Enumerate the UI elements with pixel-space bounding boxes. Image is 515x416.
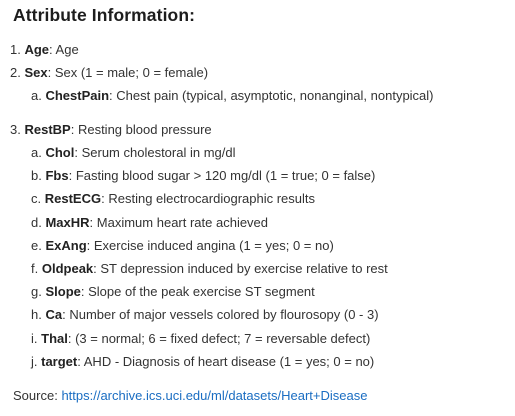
list-marker: j.	[31, 354, 38, 369]
list-item-thal: i. Thal: (3 = normal; 6 = fixed defect; 7 = reversable defect)	[31, 331, 371, 346]
list-item-slope: g. Slope: Slope of the peak exercise ST segment	[31, 284, 315, 299]
list-item-chestpain: a. ChestPain: Chest pain (typical, asymptotic, nonanginal, nontypical)	[31, 88, 434, 103]
attribute-description: AHD - Diagnosis of heart disease (1 = yes; 0 = no)	[83, 354, 375, 369]
list-marker: 3.	[10, 122, 21, 137]
attribute-description: Serum cholestoral in mg/dl	[81, 145, 236, 160]
attribute-key: Age	[24, 42, 50, 57]
attribute-description: Age	[55, 42, 79, 57]
attribute-description: Maximum heart rate achieved	[96, 215, 269, 230]
attribute-key: Ca	[45, 307, 63, 322]
list-item-oldpeak: f. Oldpeak: ST depression induced by exercise relative to rest	[31, 261, 388, 276]
list-marker: g.	[31, 284, 42, 299]
list-item-chol: a. Chol: Serum cholestoral in mg/dl	[31, 145, 236, 160]
list-marker: h.	[31, 307, 42, 322]
list-item-age: 1. Age: Age	[10, 42, 79, 57]
attribute-key: Thal	[41, 331, 68, 346]
list-marker: 2.	[10, 65, 21, 80]
attribute-description: ST depression induced by exercise relative to rest	[100, 261, 388, 276]
source-label: Source:	[13, 388, 58, 403]
list-item-ca: h. Ca: Number of major vessels colored by flourosopy (0 - 3)	[31, 307, 379, 322]
attribute-key: Sex	[24, 65, 48, 80]
attribute-key: Oldpeak	[41, 261, 94, 276]
attribute-description: Sex (1 = male; 0 = female)	[54, 65, 209, 80]
list-item-maxhr: d. MaxHR: Maximum heart rate achieved	[31, 215, 269, 230]
list-marker: b.	[31, 168, 42, 183]
attribute-key: target	[41, 354, 78, 369]
list-item-exang: e. ExAng: Exercise induced angina (1 = yes; 0 = no)	[31, 238, 334, 253]
attribute-description: Exercise induced angina (1 = yes; 0 = no)	[93, 238, 334, 253]
attribute-key: RestBP	[24, 122, 71, 137]
list-marker: 1.	[10, 42, 21, 57]
attribute-key: MaxHR	[45, 215, 90, 230]
list-item-restbp: 3. RestBP: Resting blood pressure	[10, 122, 212, 137]
attribute-description: Resting blood pressure	[77, 122, 212, 137]
list-marker: a.	[31, 88, 42, 103]
list-marker: c.	[31, 191, 42, 206]
list-marker: e.	[31, 238, 42, 253]
list-item-sex: 2. Sex: Sex (1 = male; 0 = female)	[10, 65, 209, 80]
list-item-fbs: b. Fbs: Fasting blood sugar > 120 mg/dl (1 = true; 0 = false)	[31, 168, 376, 183]
attribute-description: Slope of the peak exercise ST segment	[88, 284, 315, 299]
list-item-target: j. target: AHD - Diagnosis of heart disease (1 = yes; 0 = no)	[31, 354, 375, 369]
list-marker: a.	[31, 145, 42, 160]
list-marker: f.	[31, 261, 39, 276]
attribute-description: Chest pain (typical, asymptotic, nonanginal, nontypical)	[116, 88, 434, 103]
attribute-key: ChestPain	[45, 88, 110, 103]
attribute-description: Fasting blood sugar > 120 mg/dl (1 = true; 0 = false)	[75, 168, 376, 183]
attribute-key: Fbs	[45, 168, 69, 183]
attribute-description: (3 = normal; 6 = fixed defect; 7 = reversable defect)	[75, 331, 371, 346]
attribute-key: Chol	[45, 145, 75, 160]
list-marker: d.	[31, 215, 42, 230]
source-link[interactable]: https://archive.ics.uci.edu/ml/datasets/Heart+Disease	[61, 388, 368, 403]
attribute-description: Number of major vessels colored by flourosopy (0 - 3)	[69, 307, 379, 322]
attribute-key: RestECG	[44, 191, 102, 206]
attribute-description: Resting electrocardiographic results	[108, 191, 315, 206]
source-line	[13, 388, 367, 404]
section-heading: Attribute Information:	[13, 5, 196, 25]
attribute-key: Slope	[45, 284, 81, 299]
attribute-key: ExAng	[45, 238, 87, 253]
list-item-restecg: c. RestECG: Resting electrocardiographic results	[31, 191, 315, 206]
list-marker: i.	[31, 331, 38, 346]
